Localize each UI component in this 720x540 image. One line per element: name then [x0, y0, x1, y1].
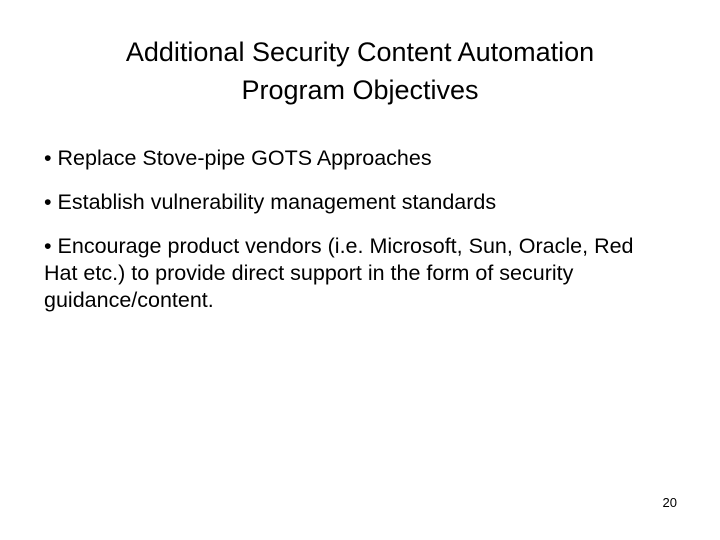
- page-number: 20: [662, 495, 677, 510]
- slide-title-line-1: Additional Security Content Automation: [125, 37, 595, 67]
- bullet-list: [44, 145, 664, 314]
- bullet-text: Encourage product vendors (i.e. Microsoft, Sun, Oracle, Red Hat etc.) to provide direct support in the form of security guidance/content.: [44, 234, 634, 312]
- bullet-marker: •: [44, 234, 52, 258]
- bullet-marker: •: [44, 190, 52, 214]
- bullet-marker: •: [44, 146, 52, 170]
- bullet-item: [44, 189, 664, 216]
- slide-title: [40, 33, 680, 109]
- bullet-item: [44, 233, 664, 314]
- bullet-item: [44, 145, 664, 172]
- bullet-text: Replace Stove-pipe GOTS Approaches: [57, 146, 432, 170]
- bullet-text: Establish vulnerability management standards: [57, 190, 497, 214]
- slide-title-line-2: Program Objectives: [241, 75, 479, 105]
